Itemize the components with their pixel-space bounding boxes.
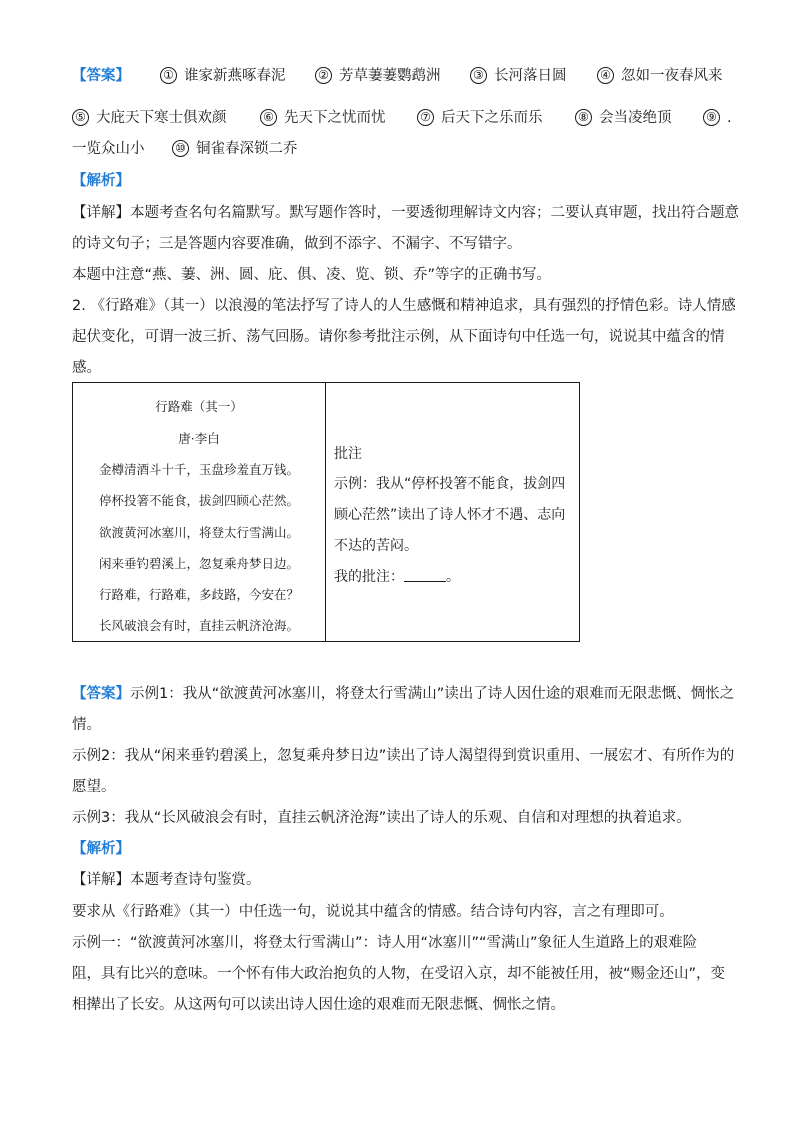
analysis-tag: 【解析】 xyxy=(72,173,130,189)
answer-item-8 xyxy=(575,108,672,128)
answer-tag: 【答案】 xyxy=(72,686,130,702)
answer-item-9 xyxy=(703,108,732,128)
table-divider xyxy=(325,383,326,641)
answer-example-line: 愿望。 xyxy=(72,779,116,795)
item-text: 会当凌绝顶 xyxy=(599,110,672,126)
question-line: 起伏变化，可谓一波三折、荡气回肠。请你参考批注示例，从下面诗句中任选一句，说说其中蕴含的情 xyxy=(72,329,725,345)
item-number: ⑩ xyxy=(172,140,189,157)
item-number: ③ xyxy=(470,67,487,84)
item-number: ④ xyxy=(597,67,614,84)
detail-text: 本题考查名句名篇默写。默写题作答时，一要透彻理解诗文内容；二要认真审题，找出符合题意 xyxy=(130,205,739,221)
poem-title: 行路难（其一） xyxy=(155,399,243,414)
item-text: 后天下之乐而乐 xyxy=(441,110,543,126)
detail-paragraph-line xyxy=(72,870,261,890)
item-text: 芳草萋萋鹦鹉洲 xyxy=(339,68,441,84)
poem-line: 闲来垂钓碧溪上，忽复乘舟梦日边。 xyxy=(98,556,299,571)
answer-item-4 xyxy=(597,66,723,86)
answer-text: 示例1：我从“欲渡黄河冰塞川，将登太行雪满山”读出了诗人因仕途的艰难而无限悲慨、惆怅之 xyxy=(130,686,735,702)
analysis-line: 示例一：“欲渡黄河冰塞川，将登太行雪满山”：诗人用“冰塞川”“雪满山”象征人生道路上的艰难险 xyxy=(72,935,698,951)
answer-example-line: 示例3：我从“长风破浪会有时，直挂云帆济沧海”读出了诗人的乐观、自信和对理想的执着追求。 xyxy=(72,810,691,826)
note-example-line: 示例：我从“停杯投箸不能食，拔剑四 xyxy=(334,476,566,492)
answer-example-line: 示例2：我从“闲来垂钓碧溪上，忽复乘舟梦日边”读出了诗人渴望得到赏识重用、一展宏才、有所作为的 xyxy=(72,748,735,764)
detail-text: 本题考查诗句鉴赏。 xyxy=(130,872,261,888)
answer-item-9-continued xyxy=(72,139,145,159)
answer-item-6 xyxy=(260,108,386,128)
my-note-end: 。 xyxy=(446,569,460,585)
poem-line: 长风破浪会有时，直挂云帆济沧海。 xyxy=(98,618,299,633)
question-line: 2. 《行路难》（其一）以浪漫的笔法抒写了诗人的人生感慨和精神追求，具有强烈的抒情色彩。诗人情感 xyxy=(72,298,736,314)
poem-line: 欲渡黄河冰塞川，将登太行雪满山。 xyxy=(98,525,299,540)
item-text: 大庇天下寒士俱欢颜 xyxy=(96,110,227,126)
detail-paragraph-line: 的诗文句子；三是答题内容要准确，做到不添字、不漏字、不写错字。 xyxy=(72,236,522,252)
answer-item-5 xyxy=(72,108,227,128)
poem-line: 金樽清酒斗十千，玉盘珍羞直万钱。 xyxy=(98,462,299,477)
analysis-line: 要求从《行路难》（其一）中任选一句，说说其中蕴含的情感。结合诗句内容，言之有理即可。 xyxy=(72,904,674,920)
item-text: . xyxy=(727,110,732,126)
answer-example-line: 情。 xyxy=(72,717,101,733)
answer-item-2 xyxy=(315,66,441,86)
detail-tag: 【详解】 xyxy=(72,872,130,888)
item-text: 长河落日圆 xyxy=(494,68,567,84)
answer-item-7 xyxy=(417,108,543,128)
poem-line: 停杯投箸不能食，拔剑四顾心茫然。 xyxy=(98,493,299,508)
item-text: 一览众山小 xyxy=(72,141,145,157)
poem-author: 唐·李白 xyxy=(178,431,220,446)
item-number: ⑥ xyxy=(260,109,277,126)
item-text: 先天下之忧而忧 xyxy=(284,110,386,126)
answer-item-10 xyxy=(172,139,298,159)
analysis-line: 相撵出了长安。从这两句可以读出诗人因仕途的艰难而无限悲慨、惆怅之情。 xyxy=(72,997,565,1013)
item-number: ⑦ xyxy=(417,109,434,126)
poem-table xyxy=(72,382,580,642)
question-line: 感。 xyxy=(72,360,101,376)
answer-example-line xyxy=(72,684,734,704)
item-number: ① xyxy=(160,67,177,84)
my-note xyxy=(334,567,460,587)
item-number: ② xyxy=(315,67,332,84)
item-text: 谁家新燕啄春泥 xyxy=(184,68,286,84)
item-text: 忽如一夜春风来 xyxy=(621,68,723,84)
answer-item-1 xyxy=(160,66,286,86)
my-note-label: 我的批注： xyxy=(334,569,404,585)
analysis-tag: 【解析】 xyxy=(72,841,130,857)
note-title: 批注 xyxy=(334,446,362,462)
answer-tag: 【答案】 xyxy=(72,68,130,84)
analysis-line: 阻，具有比兴的意味。一个怀有伟大政治抱负的人物，在受诏入京，却不能被任用，被“赐金还山”，变 xyxy=(72,966,726,982)
item-number: ⑨ xyxy=(703,109,720,126)
poem-line: 行路难，行路难，多歧路，今安在？ xyxy=(98,587,299,602)
answer-blank xyxy=(404,567,446,582)
note-example-line: 顾心茫然”读出了诗人怀才不遇、志向 xyxy=(334,507,566,523)
note-line: 本题中注意“燕、萋、洲、圆、庇、俱、凌、览、锁、乔”等字的正确书写。 xyxy=(72,267,552,283)
detail-tag: 【详解】 xyxy=(72,205,130,221)
detail-paragraph-line xyxy=(72,203,739,223)
answer-item-3 xyxy=(470,66,567,86)
item-text: 铜雀春深锁二乔 xyxy=(196,141,298,157)
item-number: ⑧ xyxy=(575,109,592,126)
item-number: ⑤ xyxy=(72,109,89,126)
note-example-line: 不达的苦闷。 xyxy=(334,538,418,554)
